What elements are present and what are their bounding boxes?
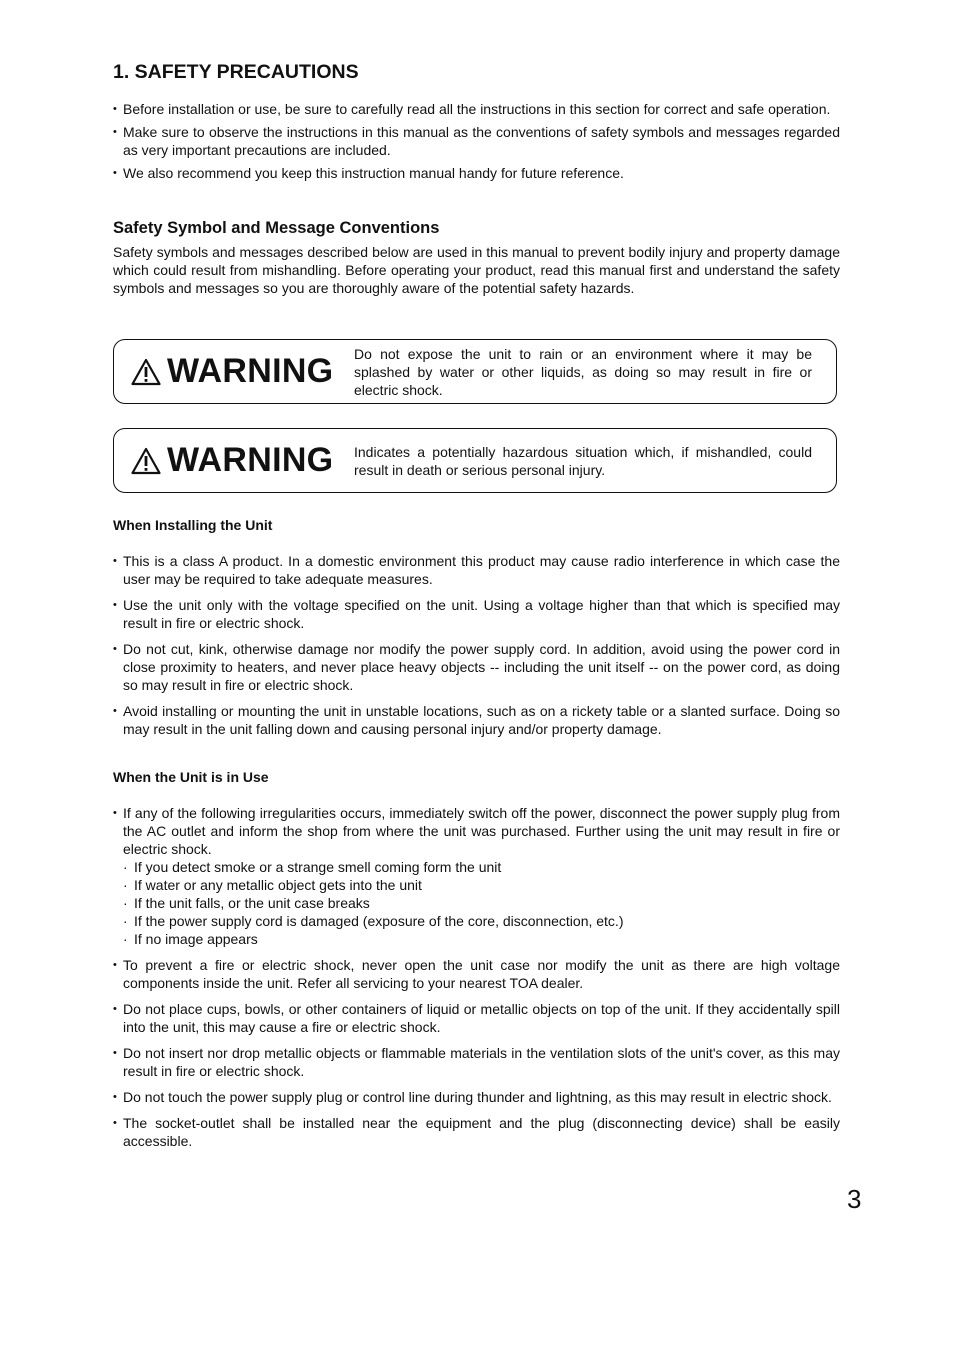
sub-list-item: · If no image appears [123, 930, 840, 948]
warning-text: Indicates a potentially hazardous situation which, if mishandled, could result in death or serious personal injury. [354, 443, 812, 478]
intro-bullet-list [113, 100, 840, 187]
list-item: • Do not cut, kink, otherwise damage nor modify the power supply cord. In addition, avoid using the power cord in close proximity to heaters, and never place heavy objects -- including the unit itself -- on the power cord, as doing so may result in fire or electric shock. [113, 640, 840, 694]
list-item: • Do not insert nor drop metallic objects or flammable materials in the ventilation slots of the unit's cover, as this may result in fire or electric shock. [113, 1044, 840, 1080]
irregularities-sub-list [123, 858, 840, 948]
in-use-heading: When the Unit is in Use [113, 769, 269, 785]
warning-label: WARNING [167, 441, 334, 479]
warning-box [113, 339, 837, 404]
list-item: • Make sure to observe the instructions in this manual as the conventions of safety symbols and messages regarded as very important precautions are included. [113, 123, 840, 159]
warning-header [131, 340, 333, 403]
warning-text: Do not expose the unit to rain or an environment where it may be splashed by water or other liquids, as doing so may result in fire or electric shock. [354, 345, 812, 398]
warning-header [131, 429, 333, 492]
warning-triangle-icon [131, 447, 161, 475]
warning-triangle-icon [131, 358, 161, 386]
warning-label: WARNING [167, 352, 334, 390]
in-use-bullet-list [113, 804, 840, 1158]
sub-list-item: · If you detect smoke or a strange smell coming form the unit [123, 858, 840, 876]
list-item: • Before installation or use, be sure to carefully read all the instructions in this section for correct and safe operation. [113, 100, 840, 118]
list-item [113, 804, 840, 948]
page-number: 3 [847, 1184, 862, 1214]
page-title: 1. SAFETY PRECAUTIONS [113, 61, 359, 83]
list-item: • Use the unit only with the voltage specified on the unit. Using a voltage higher than that which is specified may result in fire or electric shock. [113, 596, 840, 632]
sub-list-item: · If the unit falls, or the unit case breaks [123, 894, 840, 912]
list-item: • To prevent a fire or electric shock, never open the unit case nor modify the unit as there are high voltage components inside the unit. Refer all servicing to your nearest TOA dealer. [113, 956, 840, 992]
list-item-text: If any of the following irregularities occurs, immediately switch off the power, disconnect the power supply plug from the AC outlet and inform the shop from where the unit was purchased. Further using the unit may result in fire or electric shock. [123, 805, 840, 857]
list-item: • Do not touch the power supply plug or control line during thunder and lightning, as this may result in electric shock. [113, 1088, 840, 1106]
sub-list-item: · If water or any metallic object gets into the unit [123, 876, 840, 894]
sub-list-item: · If the power supply cord is damaged (exposure of the core, disconnection, etc.) [123, 912, 840, 930]
list-item: • Avoid installing or mounting the unit in unstable locations, such as on a rickety table or a slanted surface. Doing so may result in the unit falling down and causing personal injury and/or property damage. [113, 702, 840, 738]
installing-heading: When Installing the Unit [113, 517, 273, 533]
conventions-heading: Safety Symbol and Message Conventions [113, 219, 440, 237]
installing-bullet-list [113, 552, 840, 746]
list-item: • This is a class A product. In a domestic environment this product may cause radio interference in which case the user may be required to take adequate measures. [113, 552, 840, 588]
list-item: • We also recommend you keep this instruction manual handy for future reference. [113, 164, 840, 182]
list-item: • Do not place cups, bowls, or other containers of liquid or metallic objects on top of the unit. If they accidentally spill into the unit, this may cause a fire or electric shock. [113, 1000, 840, 1036]
warning-box [113, 428, 837, 493]
list-item: • The socket-outlet shall be installed near the equipment and the plug (disconnecting device) shall be easily accessible. [113, 1114, 840, 1150]
conventions-paragraph: Safety symbols and messages described below are used in this manual to prevent bodily injury and property damage which could result from mishandling. Before operating your product, read this manual first and understand the safety symbols and messages so you are thoroughly aware of the potential safety hazards. [113, 244, 840, 296]
